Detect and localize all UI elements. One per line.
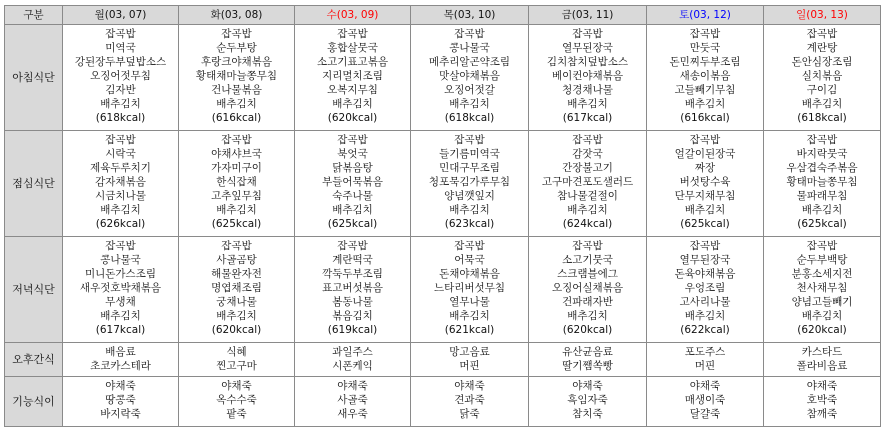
menu-item: (626kcal) (95, 218, 146, 230)
menu-item: (620kcal) (562, 324, 613, 336)
menu-item: 잡곡밥 (337, 28, 368, 40)
menu-item: 가자미구이 (211, 162, 262, 174)
menu-item: 구이김 (806, 84, 838, 96)
menu-item: 지리멸치조림 (322, 70, 383, 82)
menu-item: 만둣국 (689, 42, 721, 54)
menu-cell (179, 377, 295, 427)
menu-item: 오징어젓무침 (90, 70, 151, 82)
menu-item: 배추김치 (684, 98, 726, 110)
menu-item: 새우젓호박채볶음 (79, 282, 162, 294)
menu-cell (63, 343, 179, 377)
menu-item: 순두부백탕 (796, 254, 848, 266)
menu-cell (764, 25, 881, 131)
menu-item: 견과죽 (454, 394, 485, 406)
menu-item: 배추김치 (332, 204, 373, 216)
menu-item: 황태마늘쫑무침 (786, 176, 858, 188)
menu-item: 잡곡밥 (689, 134, 721, 146)
menu-item: 후랑크야채볶음 (200, 56, 272, 68)
menu-item: 물파래무침 (796, 190, 848, 202)
menu-item: (617kcal) (562, 112, 613, 124)
menu-item: 김치참치덮밥소스 (546, 56, 629, 68)
menu-item: 베이컨야채볶음 (551, 70, 623, 82)
day-header-sun: 일(03, 13) (764, 6, 881, 25)
menu-item: (620kcal) (797, 324, 847, 336)
menu-cell (63, 237, 179, 343)
meal-label: 기능식이 (5, 377, 63, 427)
menu-item: 잡곡밥 (454, 28, 485, 40)
day-header-sat: 토(03, 12) (647, 6, 764, 25)
menu-item: (616kcal) (211, 112, 262, 124)
menu-item: 잡곡밥 (689, 240, 721, 252)
menu-item: 감잣국 (572, 148, 603, 160)
menu-item: 들기름미역국 (439, 148, 500, 160)
menu-item: (617kcal) (95, 324, 146, 336)
meal-label: 아침식단 (5, 25, 63, 131)
menu-item: (618kcal) (797, 112, 847, 124)
menu-cell (529, 131, 647, 237)
menu-item: 잡곡밥 (806, 28, 838, 40)
menu-item: 배추김치 (801, 98, 843, 110)
menu-cell (179, 25, 295, 131)
menu-item: 강된장두부덮밥소스 (74, 56, 167, 68)
menu-cell (179, 131, 295, 237)
menu-cell (179, 343, 295, 377)
meal-label: 저녁식단 (5, 237, 63, 343)
menu-item: 청경채나물 (562, 84, 613, 96)
menu-item: 잡곡밥 (572, 28, 603, 40)
menu-item: 돈안심장조림 (791, 56, 853, 68)
menu-cell (529, 343, 647, 377)
menu-item: 건나물볶음 (211, 84, 262, 96)
menu-item: 옥수수죽 (216, 394, 257, 406)
menu-item: 계란탕 (806, 42, 838, 54)
menu-cell (63, 131, 179, 237)
menu-item: 야채죽 (221, 380, 252, 392)
menu-item: 무생채 (105, 296, 136, 308)
menu-item: 제육두루치기 (90, 162, 151, 174)
header-row (5, 6, 881, 25)
menu-item: 야채죽 (454, 380, 485, 392)
menu-item: 배추김치 (216, 98, 257, 110)
menu-item: 오복지무침 (327, 84, 378, 96)
meal-row-breakfast (5, 25, 881, 131)
menu-item: 배추김치 (801, 204, 843, 216)
menu-item: 배추김치 (684, 204, 726, 216)
menu-item: 잡곡밥 (806, 240, 838, 252)
day-header-mon: 월(03, 07) (63, 6, 179, 25)
menu-item: 잡곡밥 (454, 134, 485, 146)
meal-label: 점심식단 (5, 131, 63, 237)
menu-item: 계란떡국 (332, 254, 373, 266)
menu-item: 시폰케익 (332, 360, 373, 372)
menu-item: 명엽채조림 (211, 282, 262, 294)
menu-item: 어묵국 (454, 254, 485, 266)
menu-item: (621kcal) (444, 324, 495, 336)
menu-item: 폴라비음료 (796, 360, 848, 372)
menu-cell (647, 343, 764, 377)
meal-row-snack (5, 343, 881, 377)
menu-item: 열무된장국 (562, 42, 613, 54)
menu-item: 머핀 (694, 360, 716, 372)
menu-item: 김자반 (105, 84, 136, 96)
menu-item: 분홍소세지전 (791, 268, 853, 280)
weekly-menu-table (4, 5, 881, 427)
menu-item: 잡곡밥 (454, 240, 485, 252)
menu-item: 잡곡밥 (105, 28, 136, 40)
menu-cell (529, 377, 647, 427)
menu-item: (625kcal) (211, 218, 262, 230)
menu-item: 실치볶음 (801, 70, 843, 82)
menu-item: 건파래자반 (562, 296, 613, 308)
menu-item: 숙주나물 (332, 190, 373, 202)
menu-cell (647, 131, 764, 237)
menu-item: (619kcal) (327, 324, 378, 336)
menu-item: 미니돈가스조림 (84, 268, 156, 280)
menu-cell (647, 237, 764, 343)
menu-item: 볶음김치 (332, 310, 373, 322)
meal-row-lunch (5, 131, 881, 237)
menu-item: (624kcal) (562, 218, 613, 230)
menu-item: 스크램블에그 (557, 268, 618, 280)
menu-item: 야채죽 (806, 380, 838, 392)
menu-item: 포도주스 (684, 346, 726, 358)
menu-item: 야채죽 (689, 380, 721, 392)
menu-item: 궁채나물 (216, 296, 257, 308)
menu-item: 느타리버섯무침 (433, 282, 505, 294)
menu-cell (529, 237, 647, 343)
menu-cell (295, 237, 411, 343)
menu-item: 배추김치 (449, 310, 490, 322)
menu-cell (647, 25, 764, 131)
menu-item: 카스타드 (801, 346, 843, 358)
menu-item: 바지락뭇국 (796, 148, 848, 160)
menu-item: 미역국 (105, 42, 136, 54)
menu-item: 콩나물국 (100, 254, 141, 266)
menu-item: 감자채볶음 (95, 176, 146, 188)
day-header-thu: 목(03, 10) (411, 6, 529, 25)
menu-item: (616kcal) (680, 112, 730, 124)
menu-item: 짜장 (694, 162, 716, 174)
menu-item: 배추김치 (567, 310, 608, 322)
menu-item: 고구마견포도샐러드 (541, 176, 634, 188)
menu-item: 고추잎무침 (211, 190, 262, 202)
day-header-wed: 수(03, 09) (295, 6, 411, 25)
menu-item: 소고기뭇국 (562, 254, 613, 266)
menu-item: (618kcal) (444, 112, 495, 124)
menu-item: 양념깻잎지 (444, 190, 495, 202)
menu-item: 야채샤브국 (211, 148, 262, 160)
menu-cell (295, 343, 411, 377)
menu-item: (625kcal) (327, 218, 378, 230)
menu-item: 잡곡밥 (337, 240, 368, 252)
menu-item: 황태채마늘쫑무침 (195, 70, 278, 82)
menu-item: 고사리나물 (679, 296, 731, 308)
menu-item: 잡곡밥 (221, 240, 252, 252)
menu-cell (764, 377, 881, 427)
menu-item: 돈육야채볶음 (674, 268, 736, 280)
menu-item: 바지락죽 (100, 408, 141, 420)
menu-item: 잡곡밥 (105, 134, 136, 146)
menu-item: 맛살야채볶음 (439, 70, 500, 82)
day-header-fri: 금(03, 11) (529, 6, 647, 25)
meal-label: 오후간식 (5, 343, 63, 377)
menu-item: 찐고구마 (216, 360, 257, 372)
menu-item: 오징어실채볶음 (551, 282, 623, 294)
menu-item: 머핀 (459, 360, 480, 372)
menu-item: (618kcal) (95, 112, 146, 124)
menu-item: 배추김치 (567, 204, 608, 216)
menu-item: 해물완자전 (211, 268, 262, 280)
menu-item: 홍합살뭇국 (327, 42, 378, 54)
menu-item: 흑임자죽 (567, 394, 608, 406)
menu-cell (179, 237, 295, 343)
menu-item: 매생이죽 (684, 394, 726, 406)
menu-item: (625kcal) (680, 218, 730, 230)
menu-item: 땅콩죽 (105, 394, 136, 406)
menu-item: 고들빼기무침 (674, 84, 736, 96)
menu-item: 배추김치 (567, 98, 608, 110)
menu-cell (647, 377, 764, 427)
menu-cell (295, 377, 411, 427)
menu-item: 딸기쨈쏙빵 (562, 360, 613, 372)
menu-item: 망고음료 (449, 346, 490, 358)
menu-item: 팥죽 (226, 408, 247, 420)
menu-item: 참깨죽 (806, 408, 838, 420)
menu-item: 돈민찌두부조림 (669, 56, 741, 68)
menu-item: 호박죽 (806, 394, 838, 406)
menu-item: 잡곡밥 (105, 240, 136, 252)
menu-item: 열무나물 (449, 296, 490, 308)
menu-item: 천사채무침 (796, 282, 848, 294)
menu-item: 배추김치 (216, 204, 257, 216)
menu-item: 배추김치 (100, 204, 141, 216)
menu-item: 돈채야채볶음 (439, 268, 500, 280)
menu-item: 사골죽 (337, 394, 368, 406)
menu-item: 배음료 (105, 346, 136, 358)
menu-item: 콩나물국 (449, 42, 490, 54)
menu-table-container (4, 5, 881, 427)
menu-item: 단무지채무침 (674, 190, 736, 202)
menu-item: 순두부탕 (216, 42, 257, 54)
menu-item: (623kcal) (444, 218, 495, 230)
menu-item: 소고기표고볶음 (316, 56, 388, 68)
menu-cell (295, 131, 411, 237)
menu-item: (625kcal) (797, 218, 847, 230)
menu-item: 잡곡밥 (572, 134, 603, 146)
menu-item: 잡곡밥 (221, 28, 252, 40)
menu-item: 우엉조림 (684, 282, 726, 294)
menu-item: 잡곡밥 (689, 28, 721, 40)
corner-header: 구분 (5, 6, 63, 25)
menu-item: 간장불고기 (562, 162, 613, 174)
menu-item: (620kcal) (211, 324, 262, 336)
menu-item: 달걀죽 (689, 408, 721, 420)
menu-item: (622kcal) (680, 324, 730, 336)
menu-item: 과일주스 (332, 346, 373, 358)
menu-item: 새우죽 (337, 408, 368, 420)
menu-cell (295, 25, 411, 131)
menu-item: 민대구무조림 (439, 162, 500, 174)
menu-item: 배추김치 (449, 204, 490, 216)
menu-cell (411, 343, 529, 377)
menu-item: 식혜 (226, 346, 247, 358)
menu-item: (620kcal) (327, 112, 378, 124)
menu-item: 잡곡밥 (221, 134, 252, 146)
menu-item: 잡곡밥 (806, 134, 838, 146)
menu-cell (764, 237, 881, 343)
menu-cell (63, 377, 179, 427)
menu-item: 사골곰탕 (216, 254, 257, 266)
meal-row-functional (5, 377, 881, 427)
menu-item: 얼갈이된장국 (674, 148, 736, 160)
menu-item: 한식잡채 (216, 176, 257, 188)
menu-item: 초코카스테라 (90, 360, 151, 372)
menu-item: 오징어젓갈 (444, 84, 495, 96)
menu-item: 참나물겉절이 (557, 190, 618, 202)
menu-item: 유산균음료 (562, 346, 613, 358)
menu-item: 봄동나물 (332, 296, 373, 308)
menu-cell (411, 377, 529, 427)
menu-cell (529, 25, 647, 131)
menu-item: 배추김치 (100, 98, 141, 110)
menu-item: 닭죽 (459, 408, 480, 420)
menu-item: 배추김치 (216, 310, 257, 322)
menu-item: 잡곡밥 (337, 134, 368, 146)
meal-row-dinner (5, 237, 881, 343)
menu-item: 새송이볶음 (679, 70, 731, 82)
menu-cell (764, 131, 881, 237)
menu-item: 야채죽 (337, 380, 368, 392)
menu-body (5, 25, 881, 427)
menu-item: 버섯탕수육 (679, 176, 731, 188)
menu-item: 배추김치 (449, 98, 490, 110)
menu-item: 우삼겹숙주볶음 (786, 162, 858, 174)
menu-item: 열무된장국 (679, 254, 731, 266)
menu-cell (411, 131, 529, 237)
menu-item: 배추김치 (100, 310, 141, 322)
menu-cell (411, 25, 529, 131)
menu-cell (411, 237, 529, 343)
menu-item: 참치죽 (572, 408, 603, 420)
menu-item: 닭볶음탕 (332, 162, 373, 174)
menu-item: 표고버섯볶음 (322, 282, 383, 294)
menu-item: 배추김치 (801, 310, 843, 322)
menu-item: 청포묵김가루무침 (428, 176, 511, 188)
menu-item: 양념고들빼기 (791, 296, 853, 308)
menu-item: 메추리알곤약조림 (428, 56, 511, 68)
menu-item: 깍둑두부조림 (322, 268, 383, 280)
day-header-tue: 화(03, 08) (179, 6, 295, 25)
menu-item: 잡곡밥 (572, 240, 603, 252)
menu-item: 배추김치 (332, 98, 373, 110)
menu-cell (764, 343, 881, 377)
menu-item: 배추김치 (684, 310, 726, 322)
menu-item: 시금치나물 (95, 190, 146, 202)
menu-item: 북엇국 (337, 148, 368, 160)
menu-item: 시락국 (105, 148, 136, 160)
menu-item: 야채죽 (572, 380, 603, 392)
menu-item: 야채죽 (105, 380, 136, 392)
menu-cell (63, 25, 179, 131)
menu-item: 부들어묵볶음 (322, 176, 383, 188)
